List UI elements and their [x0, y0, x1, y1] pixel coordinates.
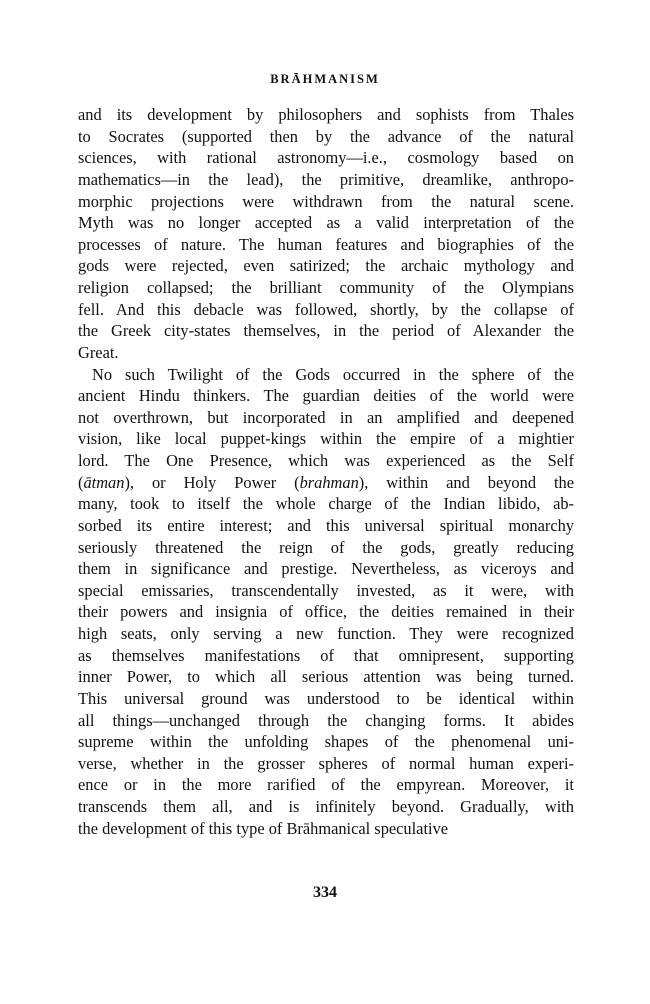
text-line: seriously threatened the reign of the gods, greatly reducing	[78, 537, 574, 557]
text-line: special emissaries, transcendentally invested, as it were, with	[78, 580, 574, 600]
text-line: Great.	[78, 342, 119, 362]
text-line: and its development by philosophers and sophists from Thales	[78, 105, 574, 124]
text-line: sciences, with rational astronomy—i.e., cosmology based on	[78, 148, 574, 168]
text-line: vision, like local puppet-kings within the empire of a mightier	[78, 429, 574, 449]
text-line: inner Power, to which all serious attention was being turned.	[78, 667, 574, 687]
body-text	[78, 104, 574, 839]
text-line: fell. And this debacle was followed, shortly, by the collapse of	[78, 299, 574, 319]
text-line: not overthrown, but incorporated in an amplified and deepened	[78, 407, 574, 427]
running-head: BRĀHMANISM	[270, 72, 380, 86]
text-line: verse, whether in the grosser spheres of normal human experi-	[78, 753, 574, 773]
text-line: transcends them all, and is infinitely beyond. Gradually, with	[78, 797, 574, 816]
text-line: gods were rejected, even satirized; the archaic mythology and	[78, 256, 574, 276]
text-line: high seats, only serving a new function. They were recognized	[78, 624, 574, 643]
text-line: to Socrates (supported then by the advance of the natural	[78, 126, 574, 146]
page-number: 334	[313, 884, 337, 901]
text-line: ence or in the more rarified of the empyrean. Moreover, it	[78, 775, 574, 795]
text-line: processes of nature. The human features and biographies of the	[78, 234, 574, 254]
text-line: This universal ground was understood to be identical within	[78, 688, 574, 708]
text-line: (ātman), or Holy Power (brahman), within and beyond the	[78, 472, 574, 492]
text-line: the Greek city-states themselves, in the period of Alexander the	[78, 321, 574, 341]
text-line: ancient Hindu thinkers. The guardian deities of the world were	[78, 386, 574, 406]
text-line: morphic projections were withdrawn from the natural scene.	[78, 191, 574, 211]
text-line: their powers and insignia of office, the deities remained in their	[78, 602, 574, 622]
text-line: them in significance and prestige. Nevertheless, as viceroys and	[78, 559, 574, 579]
text-line: No such Twilight of the Gods occurred in the sphere of the	[92, 364, 574, 384]
text-line: mathematics—in the lead), the primitive, dreamlike, anthropo-	[78, 169, 574, 189]
text-line: sorbed its entire interest; and this universal spiritual monarchy	[78, 515, 574, 535]
text-line: all things—unchanged through the changing forms. It abides	[78, 710, 574, 730]
text-line: the development of this type of Brāhmanical speculative	[78, 818, 449, 838]
text-line: lord. The One Presence, which was experienced as the Self	[78, 451, 574, 470]
term-atman: ātman	[83, 472, 125, 492]
text-line: many, took to itself the whole charge of the Indian libido, ab-	[78, 494, 574, 514]
text-line: Myth was no longer accepted as a valid interpretation of the	[78, 213, 574, 233]
text-line: as themselves manifestations of that omnipresent, supporting	[78, 645, 574, 665]
text-line: supreme within the unfolding shapes of the phenomenal uni-	[78, 732, 574, 752]
text-line: religion collapsed; the brilliant community of the Olympians	[78, 278, 574, 297]
term-brahman: brahman	[299, 472, 359, 492]
paragraph-2	[78, 364, 574, 840]
paragraph-1	[78, 104, 574, 364]
